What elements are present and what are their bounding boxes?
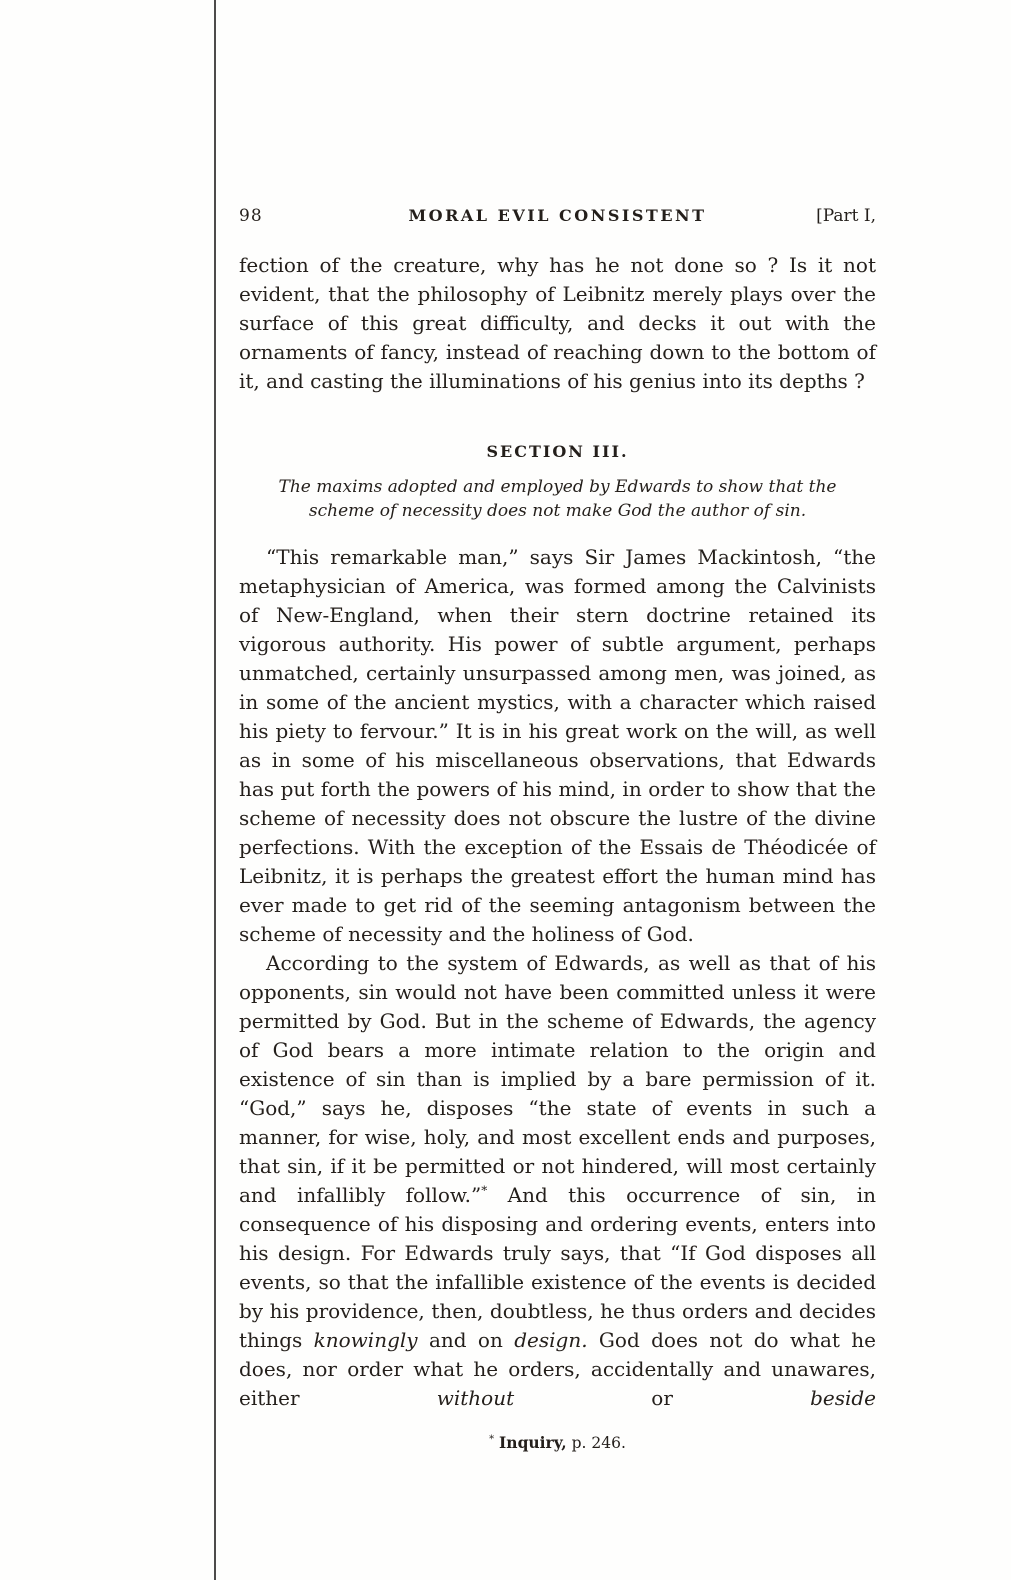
italic-word: knowingly (313, 1328, 418, 1352)
text-run: or (514, 1386, 811, 1410)
text-run: And this occurrence of sin, in consequence of his disposing and ordering events, enters into his design. For Edwards truly says, that “If God disposes all events, so that the infallible existence of the events is decided by his providence, then, doubtless, he thus orders and decides things (239, 1183, 876, 1352)
footnote-page-ref: p. 246. (571, 1434, 626, 1452)
running-title: MORAL EVIL CONSISTENT (408, 206, 707, 225)
section-heading: SECTION III. (486, 442, 629, 461)
part-label: [Part I, (816, 206, 876, 226)
page-number: 98 (239, 206, 263, 226)
paragraph-continuation: fection of the creature, why has he not done so ? Is it not evident, that the philosophy of Leibnitz merely plays over the surface of this great difficulty, and decks it out with the ornaments of fancy, instead of reaching down to the bottom of it, and casting the illuminations of his genius into its depths ? (239, 253, 876, 393)
italic-word: design. (514, 1328, 588, 1352)
section-subtitle: The maxims adopted and employed by Edwards to show that the scheme of necessity does not make God the author of sin. (278, 477, 837, 521)
text-run: and on (417, 1328, 515, 1352)
paragraph-edwards (239, 949, 876, 1413)
page-header (239, 206, 876, 226)
paragraph-mackintosh: “This remarkable man,” says Sir James Mackintosh, “the metaphysician of America, was formed among the Calvinists of New-England, when their stern doctrine retained its vigorous authority. His power of subtle argument, perhaps unmatched, certainly unsurpassed among men, was joined, as in some of the ancient mystics, with a character which raised his piety to fervour.” It is in his great work on the will, as well as in some of his miscellaneous observations, that Edwards has put forth the powers of his mind, in order to show that the scheme of necessity does not obscure the lustre of the divine perfections. With the exception of the Essais de Théodicée of Leibnitz, it is perhaps the greatest effort the human mind has ever made to get rid of the seeming antagonism between the scheme of necessity and the holiness of God. (239, 545, 876, 946)
italic-word: beside (810, 1386, 876, 1410)
page-text-block (239, 206, 876, 1452)
scan-gutter-line (214, 0, 216, 1580)
italic-word: without (436, 1386, 515, 1410)
footnote-marker: * (489, 1433, 495, 1445)
footnote (239, 1433, 876, 1452)
footnote-reference: * (481, 1183, 488, 1198)
footnote-work: Inquiry, (499, 1433, 567, 1452)
text-run: God does not do what he does, nor order what he orders, accidentally and unawares, either (239, 1328, 877, 1410)
text-run: According to the system of Edwards, as well as that of his opponents, sin would not have been committed unless it were permitted by God. But in the scheme of Edwards, the agency of God bears a more intimate relation to the origin and existence of sin than is implied by a bare permission of it. “God,” says he, disposes “the state of events in such a manner, for wise, holy, and most excellent ends and purposes, that sin, if it be permitted or not hindered, will most certainly and infallibly follow.” (239, 951, 876, 1207)
